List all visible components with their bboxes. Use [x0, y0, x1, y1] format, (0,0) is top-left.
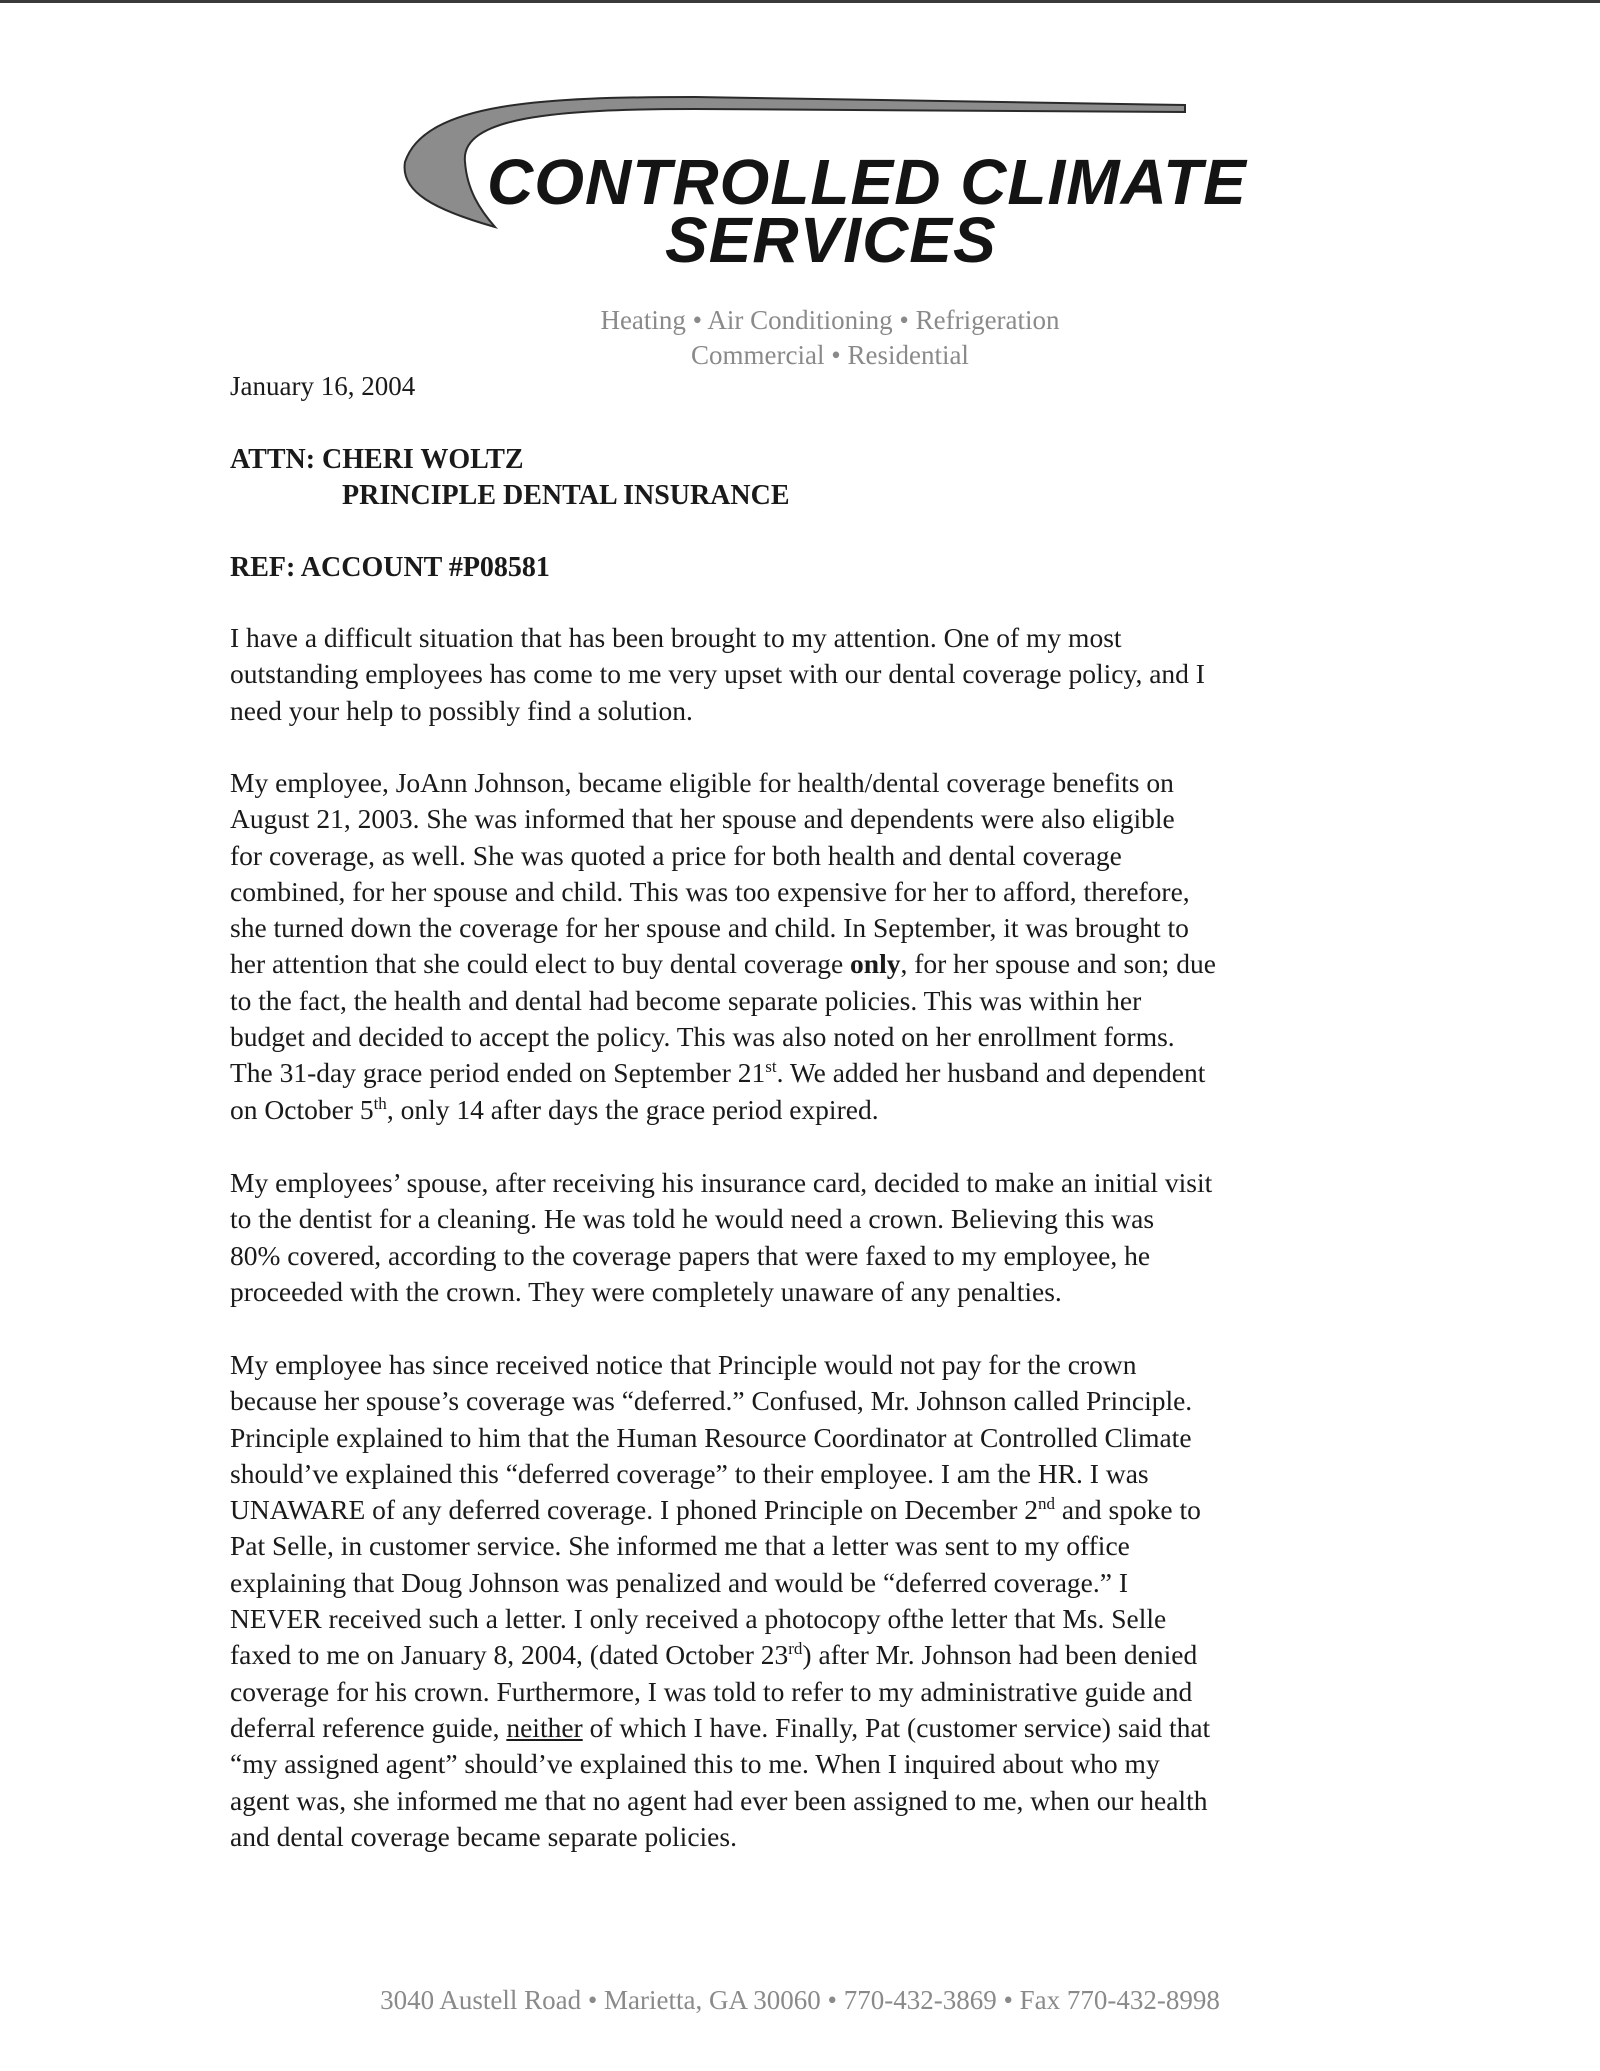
text-segment: deferral reference guide, — [230, 1711, 507, 1743]
paragraph-line: NEVER received such a letter. I only received a photocopy ofthe letter that Ms. Selle — [230, 1603, 1167, 1635]
paragraph-line — [230, 1092, 1380, 1128]
ordinal-suffix: rd — [788, 1639, 803, 1659]
paragraph-4 — [230, 1347, 1380, 1855]
paragraph-2 — [230, 765, 1380, 1128]
paragraph-line: Pat Selle, in customer service. She informed me that a letter was sent to my office — [230, 1530, 1130, 1562]
paragraph-line: outstanding employees has come to me very upset with our dental coverage policy, and I — [230, 658, 1205, 690]
text-segment: . We added her husband and dependent — [776, 1057, 1206, 1089]
paragraph-line: August 21, 2003. She was informed that her spouse and dependents were also eligible — [230, 803, 1175, 835]
paragraph-line: for coverage, as well. She was quoted a price for both health and dental coverage — [230, 839, 1122, 871]
paragraph-line: and dental coverage became separate policies. — [230, 1820, 737, 1852]
bold-emphasis: only — [850, 948, 901, 980]
paragraph-line — [230, 1055, 1380, 1091]
text-segment: ) after Mr. Johnson had been denied — [802, 1639, 1198, 1671]
paragraph-line: My employee has since received notice that Principle would not pay for the crown — [230, 1349, 1137, 1380]
paragraph-line: My employee, JoAnn Johnson, became eligible for health/dental coverage benefits on — [230, 767, 1174, 798]
paragraph-line — [230, 1710, 1380, 1746]
paragraph-line: Principle explained to him that the Human Resource Coordinator at Controlled Climate — [230, 1421, 1192, 1453]
paragraph-line: need your help to possibly find a solution. — [230, 694, 693, 726]
paragraph-line — [230, 1492, 1380, 1528]
text-segment: , for her spouse and son; due — [900, 948, 1216, 980]
reference-line: REF: ACCOUNT #P08581 — [230, 552, 550, 583]
paragraph-line: to the dentist for a cleaning. He was told he would need a crown. Believing this was — [230, 1203, 1155, 1235]
text-segment: UNAWARE of any deferred coverage. I phoned Principle on December 2 — [230, 1494, 1038, 1526]
paragraph-line: budget and decided to accept the policy. This was also noted on her enrollment forms. — [230, 1021, 1175, 1053]
ordinal-suffix: nd — [1037, 1494, 1055, 1514]
tagline-markets: Commercial • Residential — [691, 340, 969, 370]
footer-address: 3040 Austell Road • Marietta, GA 30060 • 770-432-3869 • Fax 770-432-8998 — [380, 1985, 1220, 2015]
paragraph-line: coverage for his crown. Furthermore, I was told to refer to my administrative guide and — [230, 1675, 1193, 1707]
ordinal-suffix: st — [765, 1057, 777, 1077]
attn-company: PRINCIPLE DENTAL INSURANCE — [342, 480, 790, 511]
paragraph-line: I have a difficult situation that has been brought to my attention. One of my most — [230, 622, 1122, 653]
paragraph-line: she turned down the coverage for her spouse and child. In September, it was brought to — [230, 912, 1189, 944]
text-segment: and spoke to — [1054, 1494, 1201, 1526]
paragraph-line: 80% covered, according to the coverage papers that were faxed to my employee, he — [230, 1239, 1151, 1271]
text-segment: , only 14 after days the grace period expired. — [386, 1093, 879, 1125]
tagline-services: Heating • Air Conditioning • Refrigeration — [600, 305, 1060, 335]
paragraph-line: should’ve explained this “deferred coverage” to their employee. I am the HR. I was — [230, 1457, 1149, 1489]
text-segment: her attention that she could elect to buy dental coverage — [230, 948, 851, 980]
company-logo — [395, 92, 1247, 276]
paragraph-3 — [230, 1165, 1380, 1310]
attn-line: ATTN: CHERI WOLTZ — [230, 444, 524, 475]
paragraph-line: to the fact, the health and dental had become separate policies. This was within her — [230, 984, 1142, 1016]
paragraph-line: My employees’ spouse, after receiving his insurance card, decided to make an initial visit — [230, 1167, 1213, 1198]
text-segment: of which I have. Finally, Pat (customer service) said that — [582, 1711, 1211, 1743]
paragraph-line — [230, 946, 1380, 982]
company-name-line1: CONTROLLED CLIMATE — [487, 146, 1247, 218]
paragraph-line: “my assigned agent” should’ve explained this to me. When I inquired about who my — [230, 1748, 1160, 1780]
underlined-emphasis: neither — [506, 1711, 583, 1743]
paragraph-line: explaining that Doug Johnson was penalized and would be “deferred coverage.” I — [230, 1566, 1129, 1598]
paragraph-line: proceeded with the crown. They were completely unaware of any penalties. — [230, 1275, 1062, 1307]
scan-edge-line — [0, 0, 1600, 3]
paragraph-line — [230, 1637, 1380, 1673]
paragraph-line: agent was, she informed me that no agent had ever been assigned to me, when our health — [230, 1784, 1208, 1816]
text-segment: on October 5 — [230, 1093, 374, 1125]
text-segment: faxed to me on January 8, 2004, (dated October 23 — [230, 1639, 789, 1671]
paragraph-line: because her spouse’s coverage was “deferred.” Confused, Mr. Johnson called Principle. — [230, 1385, 1193, 1417]
paragraph-line: combined, for her spouse and child. This was too expensive for her to afford, therefore, — [230, 875, 1190, 907]
ordinal-suffix: th — [373, 1093, 387, 1113]
paragraph-1 — [230, 620, 1380, 729]
company-name-line2: SERVICES — [665, 204, 997, 276]
letter-date: January 16, 2004 — [230, 371, 416, 401]
text-segment: The 31-day grace period ended on September 21 — [230, 1057, 766, 1089]
